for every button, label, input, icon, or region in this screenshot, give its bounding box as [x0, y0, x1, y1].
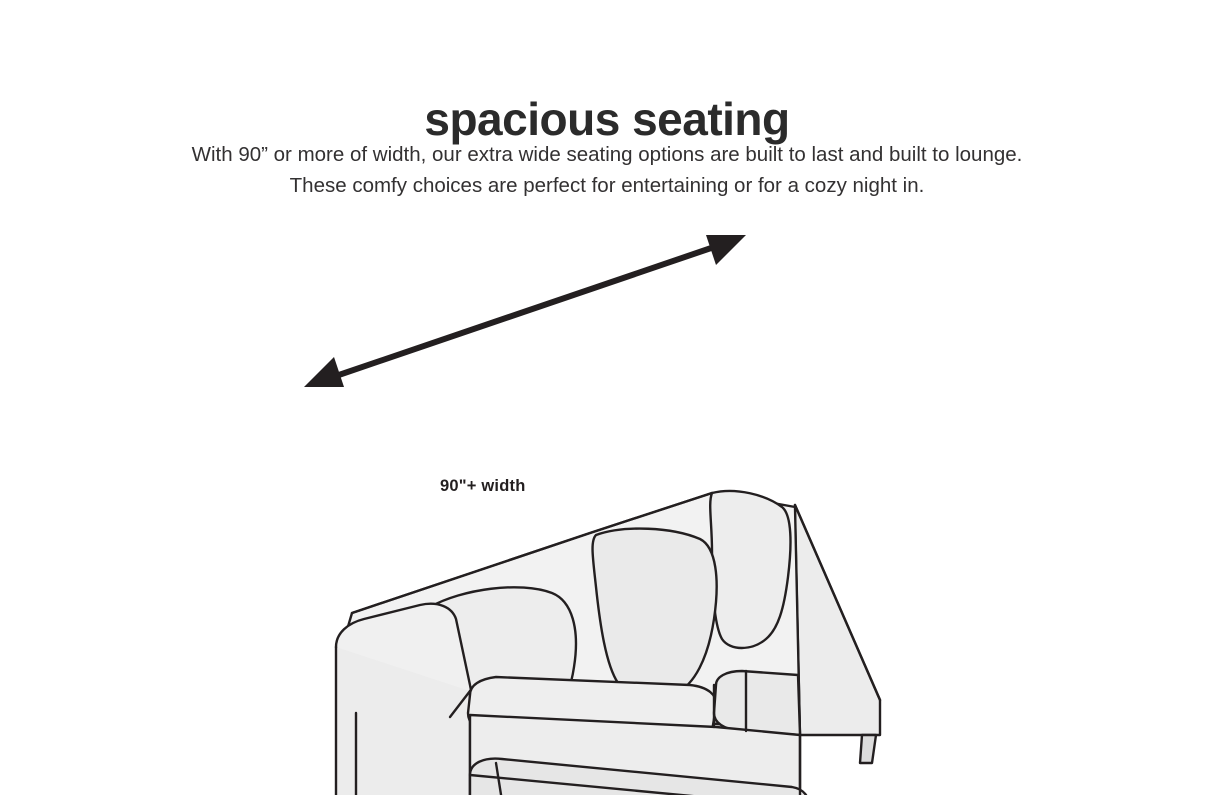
sofa-seat-cushion-right — [714, 671, 800, 735]
arrow-shaft — [330, 245, 720, 378]
sofa-right-arm-outer — [795, 505, 880, 735]
dimension-label: 90"+ width — [440, 477, 526, 495]
sofa-foot-right — [860, 735, 876, 763]
sofa-illustration — [0, 215, 1214, 795]
width-dimension-arrow — [304, 235, 746, 387]
sofa-diagram-svg — [0, 215, 1214, 795]
page-title: spacious seating — [424, 92, 790, 145]
arrow-head-left — [304, 357, 344, 387]
page-subtitle — [0, 140, 1214, 202]
arrow-head-right — [706, 235, 746, 265]
subtitle-line-2: These comfy choices are perfect for entertaining or for a cozy night in. — [289, 173, 925, 197]
subtitle-line-1: With 90” or more of width, our extra wide seating options are built to last and built to lounge. — [191, 143, 1023, 166]
